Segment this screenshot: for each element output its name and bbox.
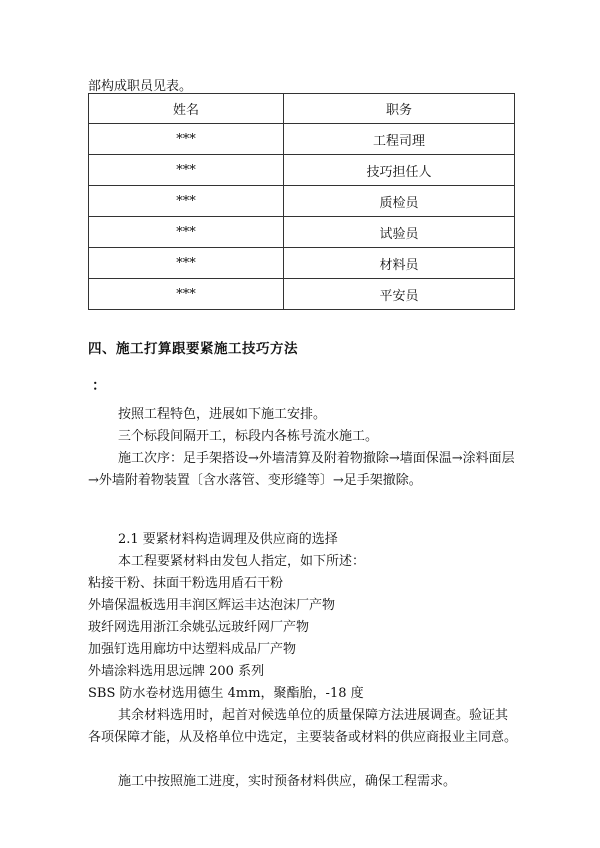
cell-name: *** [89, 248, 284, 279]
table-header-row [89, 94, 515, 124]
intro-text: 部构成职员见表。 [88, 79, 193, 94]
list-item: 外墙涂料选用思远牌 200 系列 [88, 664, 265, 679]
cell-name: *** [89, 279, 284, 310]
cell-name: *** [89, 217, 284, 248]
paragraph: 施工次序：足手架搭设→外墙清算及附着物撤除→墙面保温→涂料面层→外墙附着物装置〔含水落管、变形缝等〕→足手架撤除。 [88, 451, 515, 488]
header-name: 姓名 [89, 94, 284, 124]
table-row [89, 124, 515, 155]
cell-name: *** [89, 155, 284, 186]
list-item: 玻纤网选用浙江余姚弘远玻纤网厂产物 [88, 620, 310, 635]
table-row [89, 217, 515, 248]
subsection-title: 2.1 要紧材料构造调理及供应商的选择 [118, 532, 338, 547]
table-row [89, 155, 515, 186]
section-heading: 四、施工打算跟要紧施工技巧方法 [88, 341, 298, 357]
section-colon: ： [92, 378, 106, 394]
paragraph: 按照工程特色，进展如下施工安排。 [118, 407, 327, 422]
table-row [89, 279, 515, 310]
cell-role: 工程司理 [284, 124, 515, 155]
cell-role: 试验员 [284, 217, 515, 248]
cell-name: *** [89, 186, 284, 217]
cell-role: 材料员 [284, 248, 515, 279]
paragraph: 施工中按照施工进度，实时预备材料供应，确保工程需求。 [118, 774, 457, 789]
table-row [89, 186, 515, 217]
cell-role: 技巧担任人 [284, 155, 515, 186]
cell-role: 质检员 [284, 186, 515, 217]
cell-role: 平安员 [284, 279, 515, 310]
table-row [89, 248, 515, 279]
list-item: 外墙保温板选用丰润区辉运丰达泡沫厂产物 [88, 598, 336, 613]
paragraph: 其余材料选用时，起首对候选单位的质量保障方法进展调查。验证其各项保障才能，从及格单位中选定，主要装备或材料的供应商报业主同意。 [88, 708, 518, 745]
list-item: SBS 防水卷材选用德生 4mm，聚酯胎，-18 度 [88, 686, 364, 701]
cell-name: *** [89, 124, 284, 155]
staff-table [88, 93, 515, 310]
list-item: 加强钉选用廊坊中达塑料成品厂产物 [88, 642, 297, 657]
paragraph: 三个标段间隔开工，标段内各栋号流水施工。 [118, 429, 379, 444]
header-role: 职务 [284, 94, 515, 124]
paragraph: 本工程要紧材料由发包人指定，如下所述： [118, 554, 366, 569]
list-item: 粘接干粉、抹面干粉选用盾石干粉 [88, 576, 284, 591]
